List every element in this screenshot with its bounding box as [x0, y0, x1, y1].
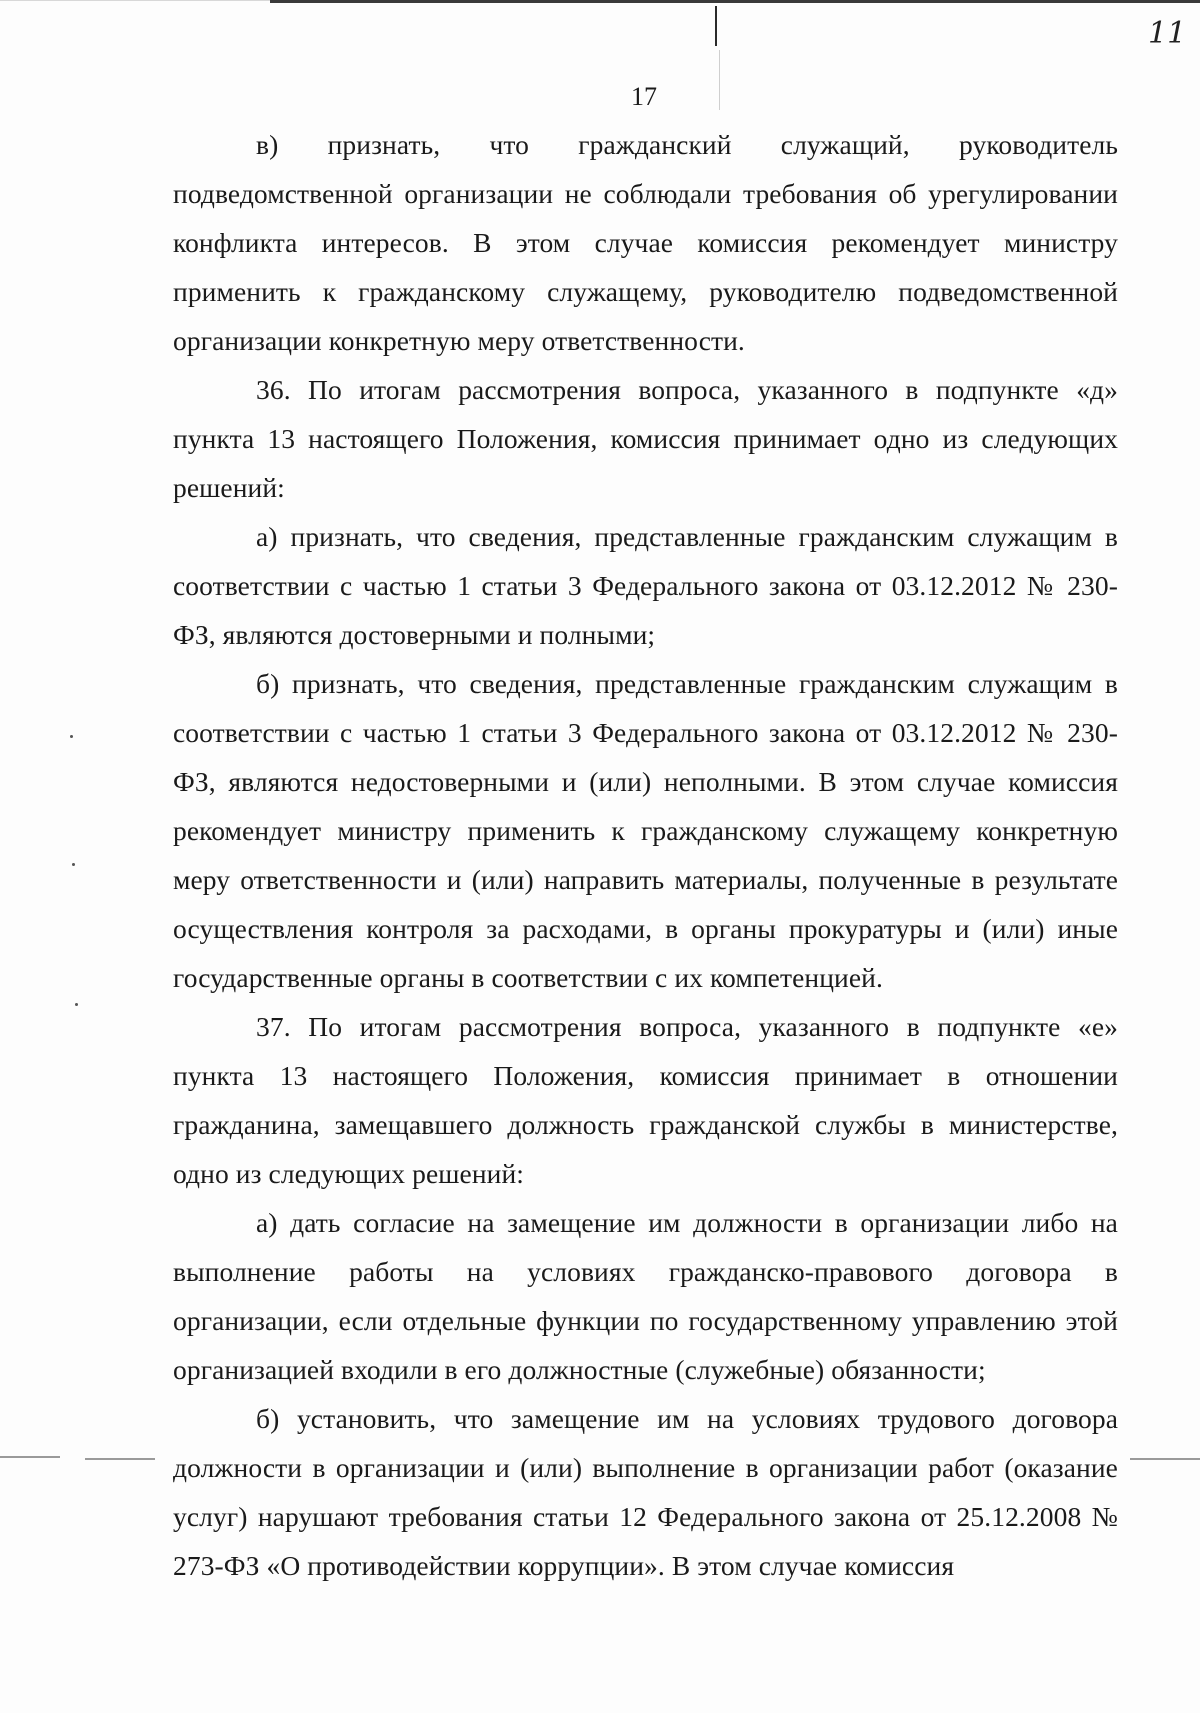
scan-fold-line-left — [0, 1456, 60, 1458]
paragraph-36: 36. По итогам рассмотрения вопроса, указанного в подпункте «д» пункта 13 настоящего Положения, комиссия принимает одно из следующих решений: — [173, 374, 1118, 503]
scan-fold-line-left-2 — [85, 1458, 155, 1460]
scan-top-edge-line — [270, 0, 1200, 3]
scan-binding-mark — [715, 6, 717, 46]
scan-speck — [72, 863, 75, 866]
paragraph-35-v: в) признать, что гражданский служащий, руководитель подведомственной организации не соблюдали требования об урегулировании конфликта интересов. В этом случае комиссия рекомендует министру применить к гражданскому служащему, руководителю подведомственной организации конкретную меру ответственности. — [173, 129, 1118, 356]
scan-speck — [70, 735, 73, 738]
paragraph-37-b: б) установить, что замещение им на условиях трудового договора должности в организации и (или) выполнение в организации работ (оказание услуг) нарушают требования статьи 12 Федерального закона от 25.12.2008 № 273-ФЗ «О противодействии коррупции». В этом случае комиссия — [173, 1403, 1118, 1581]
handwritten-sheet-number: 11 — [1148, 16, 1187, 51]
scan-speck — [75, 1003, 78, 1006]
paragraph-37: 37. По итогам рассмотрения вопроса, указанного в подпункте «е» пункта 13 настоящего Положения, комиссия принимает в отношении гражданина, замещавшего должность гражданской службы в министерстве, одно из следующих решений: — [173, 1011, 1118, 1189]
document-body — [173, 120, 1118, 1590]
paragraph-36-b: б) признать, что сведения, представленные гражданским служащим в соответствии с частью 1 статьи 3 Федерального закона от 03.12.2012 № 230-ФЗ, являются недостоверными и (или) неполными. В этом случае комиссия рекомендует министру применить к гражданскому служащему конкретную меру ответственности и (или) направить материалы, полученные в результате осуществления контроля за расходами, в органы прокуратуры и (или) иные государственные органы в соответствии с их компетенцией. — [173, 668, 1118, 993]
paragraph-37-a: а) дать согласие на замещение им должности в организации либо на выполнение работы на условиях гражданско-правового договора в организации, если отдельные функции по государственному управлению этой организацией входили в его должностные (служебные) обязанности; — [173, 1207, 1118, 1385]
page-number: 17 — [631, 82, 657, 111]
scan-top-edge-faint — [0, 0, 270, 1]
paragraph-36-a: а) признать, что сведения, представленные гражданским служащим в соответствии с частью 1 статьи 3 Федерального закона от 03.12.2012 № 230-ФЗ, являются достоверными и полными; — [173, 521, 1118, 650]
scan-fold-line-right — [1130, 1458, 1200, 1460]
